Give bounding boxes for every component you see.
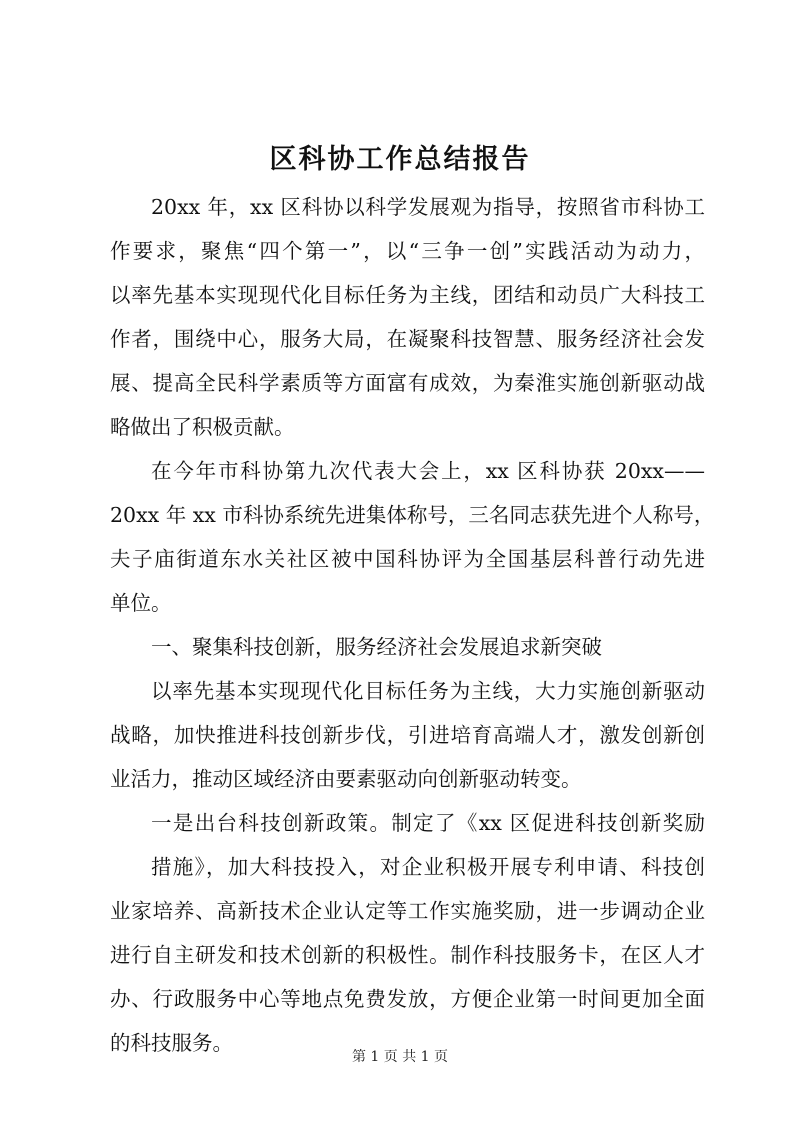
text-line: 在今年市科协第九次代表大会上，xx 区科协获 20xx—— [151,459,705,483]
text-line: 展、提高全民科学素质等方面富有成效，为秦淮实施创新驱动战 [110,371,705,395]
text-line: 一是出台科技创新政策。制定了《xx 区促进科技创新奖励 [151,811,705,835]
text-line: 以率先基本实现现代化目标任务为主线，团结和动员广大科技工 [110,283,705,307]
text-line: 20xx 年，xx 区科协以科学发展观为指导，按照省市科协工 [151,195,705,219]
text-line: 作者，围绕中心，服务大局，在凝聚科技智慧、服务经济社会发 [110,327,705,351]
text-line: 略做出了积极贡献。 [110,415,295,439]
text-line: 一、聚集科技创新，服务经济社会发展追求新突破 [151,635,602,659]
text-line: 20xx 年 xx 市科协系统先进集体称号，三名同志获先进个人称号， [110,503,715,527]
text-line: 措施》，加大科技投入，对企业积极开展专利申请、科技创 [151,855,705,879]
text-line: 战略，加快推进科技创新步伐，引进培育高端人才，激发创新创 [110,723,705,747]
text-line: 的科技服务。 [110,1031,233,1055]
text-line: 进行自主研发和技术创新的积极性。制作科技服务卡，在区人才 [110,943,705,967]
document-body [110,185,715,1065]
document-title: 区科协工作总结报告 [269,144,531,175]
text-line: 夫子庙街道东水关社区被中国科协评为全国基层科普行动先进 [110,547,705,571]
text-line: 作要求，聚焦“四个第一”，以“三争一创”实践活动为动力， [110,239,705,263]
text-line: 以率先基本实现现代化目标任务为主线，大力实施创新驱动 [151,679,705,703]
text-line: 业家培养、高新技术企业认定等工作实施奖励，进一步调动企业 [110,899,705,923]
text-line: 单位。 [110,591,172,615]
page-footer: 第 1 页 共 1 页 [351,1049,449,1065]
text-line: 业活力，推动区域经济由要素驱动向创新驱动转变。 [110,767,582,791]
text-line: 办、行政服务中心等地点免费发放，方便企业第一时间更加全面 [110,987,705,1011]
